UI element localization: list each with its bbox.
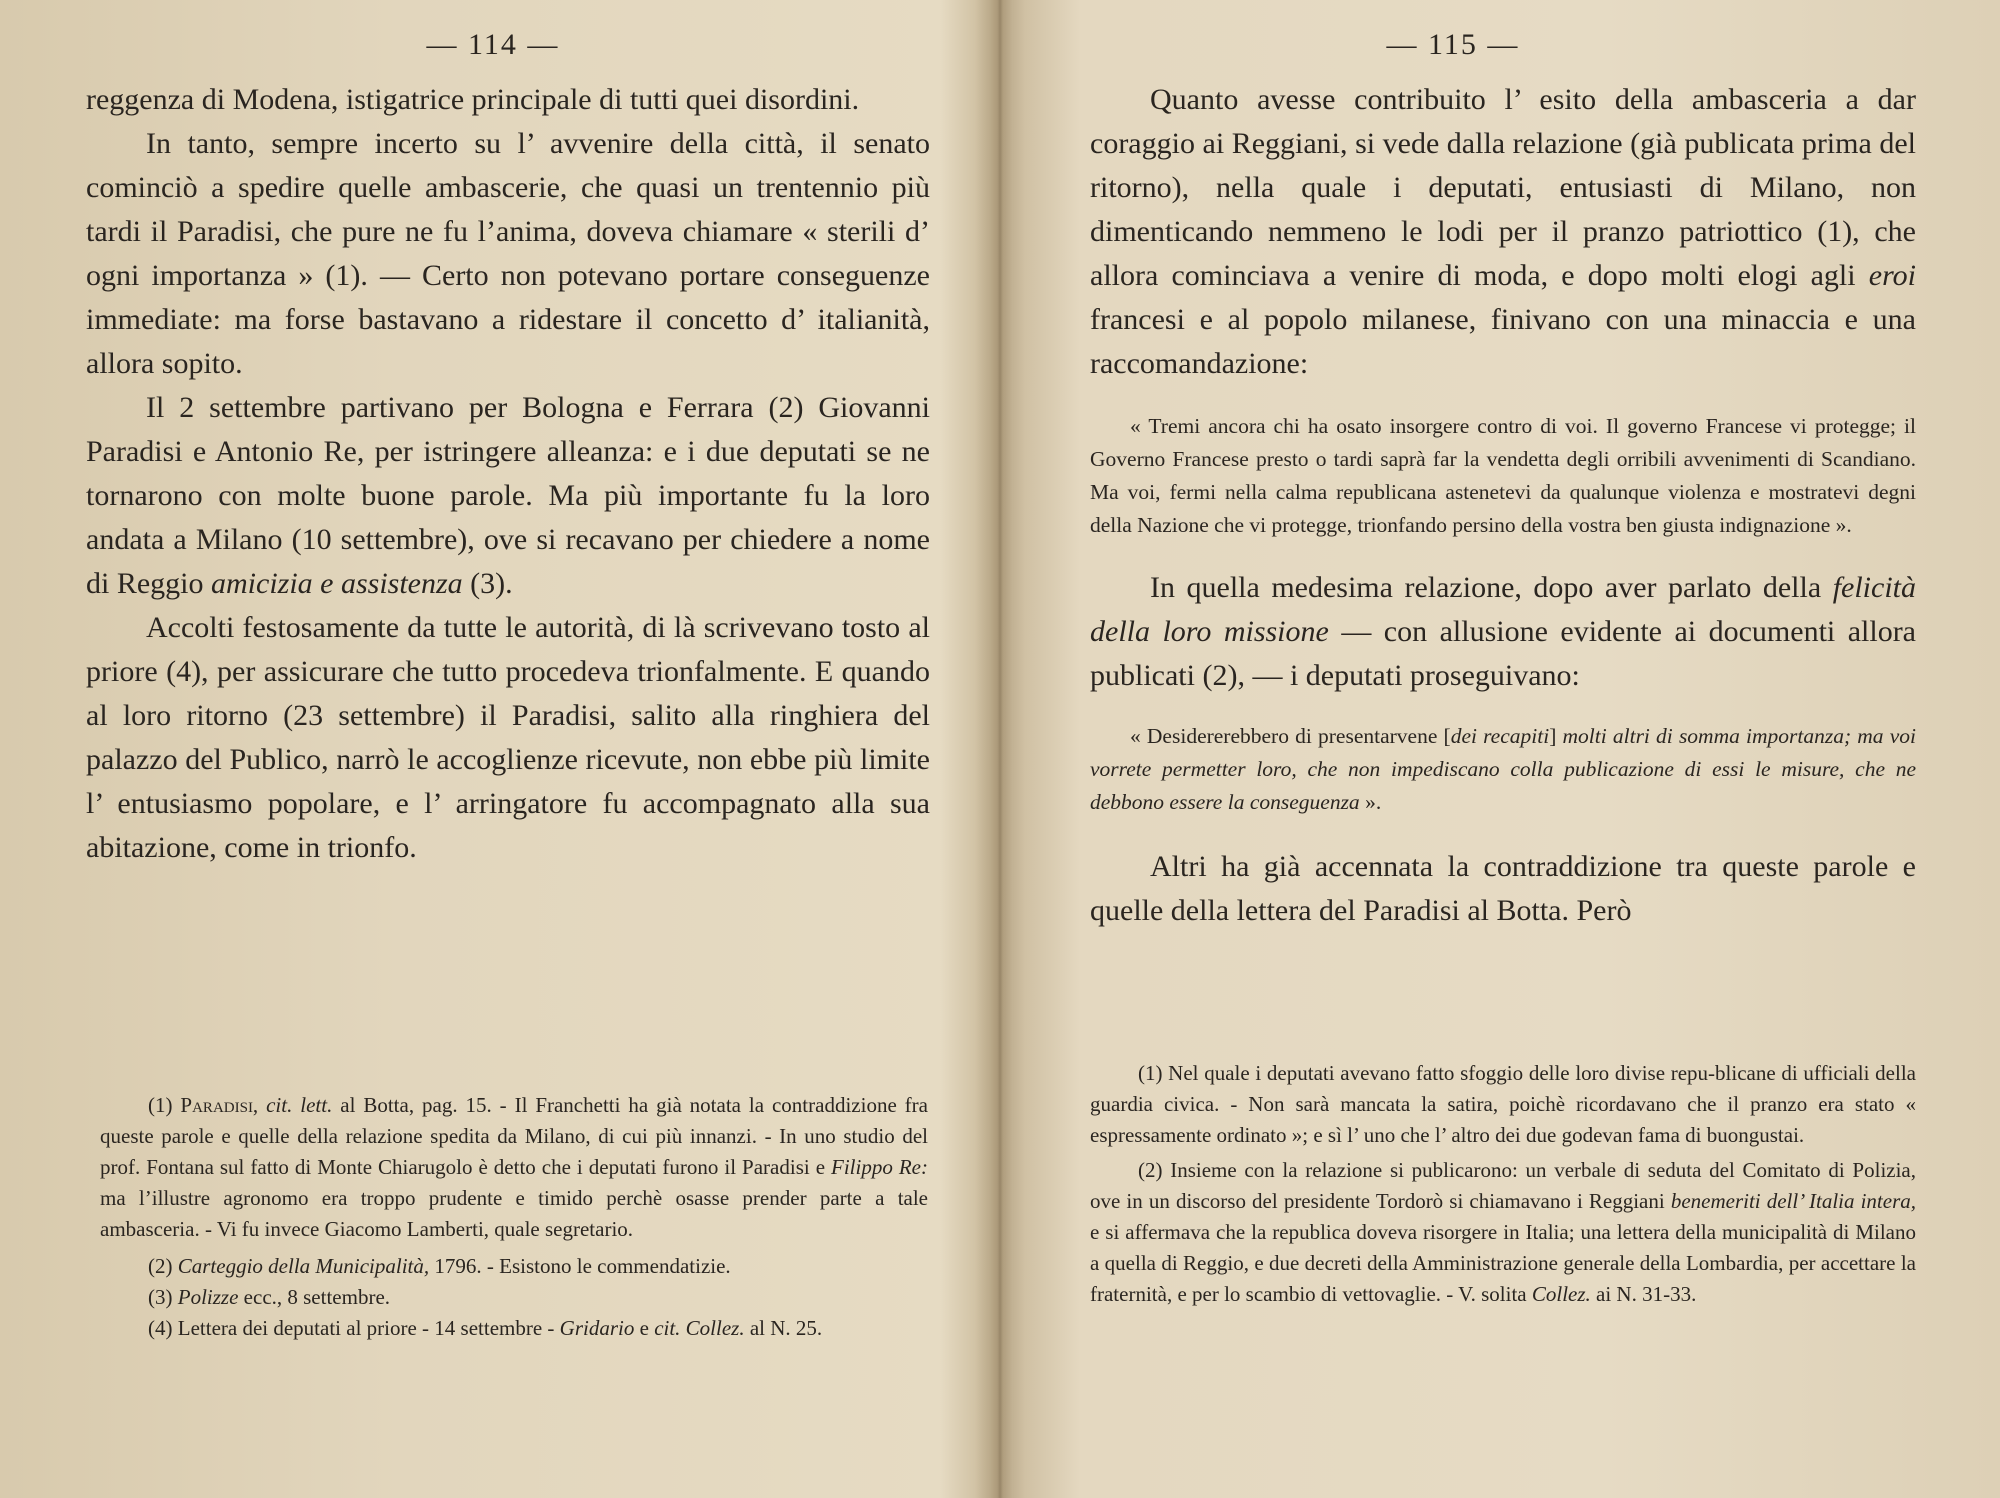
footnote-name: Filippo Re: (831, 1155, 928, 1179)
paragraph-text: In quella medesima relazione, dopo aver parlato della (1150, 571, 1822, 604)
left-paragraph-3-text: Il 2 settembre partivano per Bologna e Ferrara (2) Giovanni Paradisi e Antonio Re, per istringere alleanza: e i due deputati se ne tornarono con molte buone parole. Ma più importante fu la loro andata a Milano (10 settembre), ove si recavano per chiedere a nome di Reggio (86, 391, 930, 600)
right-paragraph-1 (1090, 78, 1916, 386)
footnote-title: Carteggio della Municipalità, (177, 1254, 430, 1278)
right-paragraph-3: Altri ha già accennata la contraddizione tra queste parole e quelle della lettera del Paradisi al Botta. Però (1090, 850, 1916, 927)
footnote-text-3: ai N. 31-33. (1596, 1282, 1697, 1306)
paragraph-italic: felicità della loro missione (1090, 571, 1916, 648)
footnote-author: Paradisi, (180, 1093, 259, 1117)
left-footnotes (100, 1090, 928, 1344)
right-quote-1 (1090, 410, 1916, 542)
footnote-text-2: ma l’illustre agronomo era troppo prudente e timido perchè osasse prender parte a tale ambasceria. - Vi fu invece Giacomo Lamberti, quale segretario. (100, 1186, 928, 1241)
footnote-text: (2) Insieme con la relazione si publicarono: un verbale di seduta del Comitato di Polizia, ove in un discorso del presidente Tordorò si chiamavano i Reggiani (1090, 1158, 1916, 1213)
paragraph-text-2: francesi e al popolo milanese, finivano con una minaccia e una raccomandazione: (1090, 303, 1916, 380)
left-paragraph-2: In tanto, sempre incerto su l’ avvenire della città, il senato cominciò a spedire quelle ambascerie, che quasi un trentennio più tardi il Paradisi, che pure ne fu l’anima, doveva chiamare « sterili d’ ogni importanza » (1). — Certo non potevano portare conseguenze immediate: ma forse bastavano a ridestare il concetto d’ italianità, allora sopito. (86, 127, 930, 380)
left-page (0, 0, 990, 1498)
left-body-text (86, 78, 930, 870)
footnote-conj: e (639, 1316, 649, 1340)
left-paragraph-3-italic: amicizia e assistenza (211, 567, 463, 600)
right-body-text-3 (1090, 845, 1916, 933)
paragraph-text-2: — con allusione evidente ai documenti allora publicati (2), — i deputati proseguivano: (1090, 615, 1917, 692)
footnote-text-2: al N. 25. (749, 1316, 823, 1340)
footnote-text: al Botta, pag. 15. - Il Franchetti ha già notata la contraddizione fra queste parole e quelle della relazione spedita da Milano, di cui più innanzi. - In uno studio del prof. Fontana sul fatto di Monte Chiarugolo è detto che i deputati furono il Paradisi e (100, 1093, 928, 1179)
paragraph-italic: eroi (1868, 259, 1916, 292)
left-paragraph-3 (86, 386, 930, 606)
footnote-text-2: e si affermava che la republica doveva risorgere in Italia; una lettera della municipalità di Milano a quella di Reggio, e due decreti della Amministrazione generale della Lombardia, per accettare la fraternità, e per lo scambio di vettovaglie. - V. solita (1090, 1220, 1916, 1306)
footnote-text: 1796. - Esistono le commendatizie. (434, 1254, 731, 1278)
quote-italic-1: dei recapiti (1450, 724, 1550, 748)
right-page (1000, 0, 2000, 1498)
footnote-title: Polizze (177, 1285, 239, 1309)
footnote-mark: (3) (148, 1285, 173, 1309)
quote-italic-2: molti altri di somma importanza; ma voi vorrete permetter loro, che non impediscano colla publicazione di essi le misure, che ne debbono essere la conseguenza (1090, 724, 1916, 814)
right-quote-2 (1090, 720, 1916, 819)
left-footnote-3 (100, 1282, 928, 1313)
left-page-number: — 114 — (426, 28, 560, 61)
quote-open: « Desidererebbero di presentarvene [ (1130, 724, 1451, 748)
footnote-italic-2: Collez. (1531, 1282, 1591, 1306)
right-paragraph-2 (1090, 566, 1916, 698)
left-footnote-4 (100, 1313, 928, 1344)
left-footnote-1 (100, 1090, 928, 1245)
right-footnote-2 (1090, 1155, 1916, 1310)
right-page-number: — 115 — (1386, 28, 1520, 61)
quote-bracket: ] (1549, 724, 1557, 748)
left-paragraph-1: reggenza di Modena, istigatrice principale di tutti quei disordini. (86, 83, 860, 116)
paragraph-text: Quanto avesse contribuito l’ esito della ambasceria a dar coraggio ai Reggiani, si vede dalla relazione (già publicata prima del ritorno), nella quale i deputati, entusiasti di Milano, non dimenticando nemmeno le lodi per il pranzo patriottico (1), che allora cominciava a venire di moda, e dopo molti elogi agli (1090, 83, 1916, 292)
right-footnote-1: (1) Nel quale i deputati avevano fatto sfoggio delle loro divise repu-blicane di ufficiali della guardia civica. - Non sarà mancata la satira, poichè ricordavano che il pranzo era stato « espressamente ordinato »; e sì l’ uno che l’ altro dei due godevan fama di buongustai. (1090, 1061, 1916, 1147)
footnote-ref: cit. lett. (266, 1093, 333, 1117)
right-body-text-2 (1090, 566, 1916, 698)
left-paragraph-4: Accolti festosamente da tutte le autorità, di là scrivevano tosto al priore (4), per assicurare che tutto procedeva trionfalmente. E quando al loro ritorno (23 settembre) il Paradisi, salito alla ringhiera del palazzo del Publico, narrò le accoglienze ricevute, non ebbe più limite l’ entusiasmo popolare, e l’ arringatore fu accompagnato alla sua abitazione, come in trionfo. (86, 611, 930, 864)
footnote-title-2: cit. Collez. (654, 1316, 745, 1340)
right-body-text (1090, 78, 1916, 386)
left-footnote-2 (100, 1251, 928, 1282)
footnote-italic: benemeriti dell’ Italia intera, (1670, 1189, 1917, 1213)
quote-text: « Tremi ancora chi ha osato insorgere contro di voi. Il governo Francese vi protegge; il Governo Francese presto o tardi saprà far la vendetta degli orribili avvenimenti di Scandiano. Ma voi, fermi nella calma republicana astenetevi da qualunque violenza e mostratevi degni della Nazione che vi protegge, trionfando persino della vostra ben giusta indignazione ». (1090, 414, 1916, 537)
quote-close: ». (1365, 790, 1382, 814)
footnote-mark: (1) (148, 1093, 173, 1117)
footnote-title: Gridario (559, 1316, 635, 1340)
footnote-text: Lettera dei deputati al priore - 14 settembre - (177, 1316, 555, 1340)
quote-2-text (1090, 720, 1916, 819)
left-paragraph-3-ref: (3). (470, 567, 513, 600)
right-footnotes (1090, 1058, 1916, 1310)
footnote-text: ecc., 8 settembre. (243, 1285, 391, 1309)
footnote-mark: (2) (148, 1254, 173, 1278)
footnote-mark: (4) (148, 1316, 173, 1340)
